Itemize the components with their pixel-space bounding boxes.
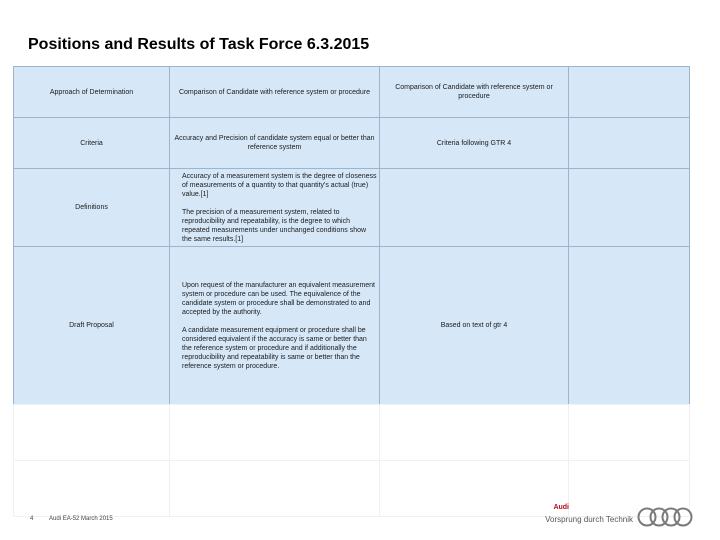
definitions-label-cell: Definitions xyxy=(14,169,170,247)
header-comparison-cell-2: Comparison of Candidate with reference system or procedure xyxy=(380,67,569,118)
criteria-row xyxy=(14,118,690,169)
footer xyxy=(30,516,113,522)
definitions-text-cell xyxy=(170,169,380,247)
positions-table xyxy=(13,66,690,405)
criteria-gtr-cell: Criteria following GTR 4 xyxy=(380,118,569,169)
brand-block xyxy=(533,504,693,530)
footer-meta: Audi EA-52 March 2015 xyxy=(49,516,113,522)
brand-slogan: Vorsprung durch Technik xyxy=(545,515,633,524)
faint-grid-lines xyxy=(13,404,690,517)
draft-gtr-cell: Based on text of gtr 4 xyxy=(380,247,569,405)
criteria-accuracy-cell: Accuracy and Precision of candidate system equal or better than reference system xyxy=(170,118,380,169)
brand-name: Audi xyxy=(553,504,569,511)
definitions-empty-cell-2 xyxy=(569,169,690,247)
criteria-label-cell: Criteria xyxy=(14,118,170,169)
faint-cell xyxy=(14,405,170,461)
criteria-empty-cell xyxy=(569,118,690,169)
header-comparison-cell-1: Comparison of Candidate with reference system or procedure xyxy=(170,67,380,118)
draft-request-text: Upon request of the manufacturer an equivalent measurement system or procedure can be used. The equivalence of the candidate system or procedure shall be demonstrated to and accepted by the authority. xyxy=(182,281,376,316)
header-row xyxy=(14,67,690,118)
draft-text-cell xyxy=(170,247,380,405)
accuracy-definition: Accuracy of a measurement system is the degree of closeness of measurements of a quantity to that quantity's actual (true) value.[1] xyxy=(182,172,377,198)
definitions-empty-cell-1 xyxy=(380,169,569,247)
precision-definition: The precision of a measurement system, related to reproducibility and repeatability, is the degree to which repeated measurements under unchanged conditions show the same results.[1] xyxy=(182,208,367,243)
faint-cell xyxy=(569,405,690,461)
header-empty-cell xyxy=(569,67,690,118)
header-approach-cell: Approach of Determination xyxy=(14,67,170,118)
faint-cell xyxy=(170,405,380,461)
draft-equivalence-text: A candidate measurement equipment or procedure shall be considered equivalent if the accuracy is same or better than the reference system or procedure and if additionally the reproducibility and repeatability is same or better than the reference system or procedure. xyxy=(182,326,367,370)
draft-empty-cell xyxy=(569,247,690,405)
faint-cell xyxy=(14,461,170,517)
definitions-row xyxy=(14,169,690,247)
draft-proposal-row xyxy=(14,247,690,405)
page-number: 4 xyxy=(30,516,34,522)
slide-title: Positions and Results of Task Force 6.3.2015 xyxy=(28,36,370,53)
draft-label-cell: Draft Proposal xyxy=(14,247,170,405)
faint-cell xyxy=(170,461,380,517)
audi-rings-icon xyxy=(637,506,693,528)
faint-cell xyxy=(380,405,569,461)
